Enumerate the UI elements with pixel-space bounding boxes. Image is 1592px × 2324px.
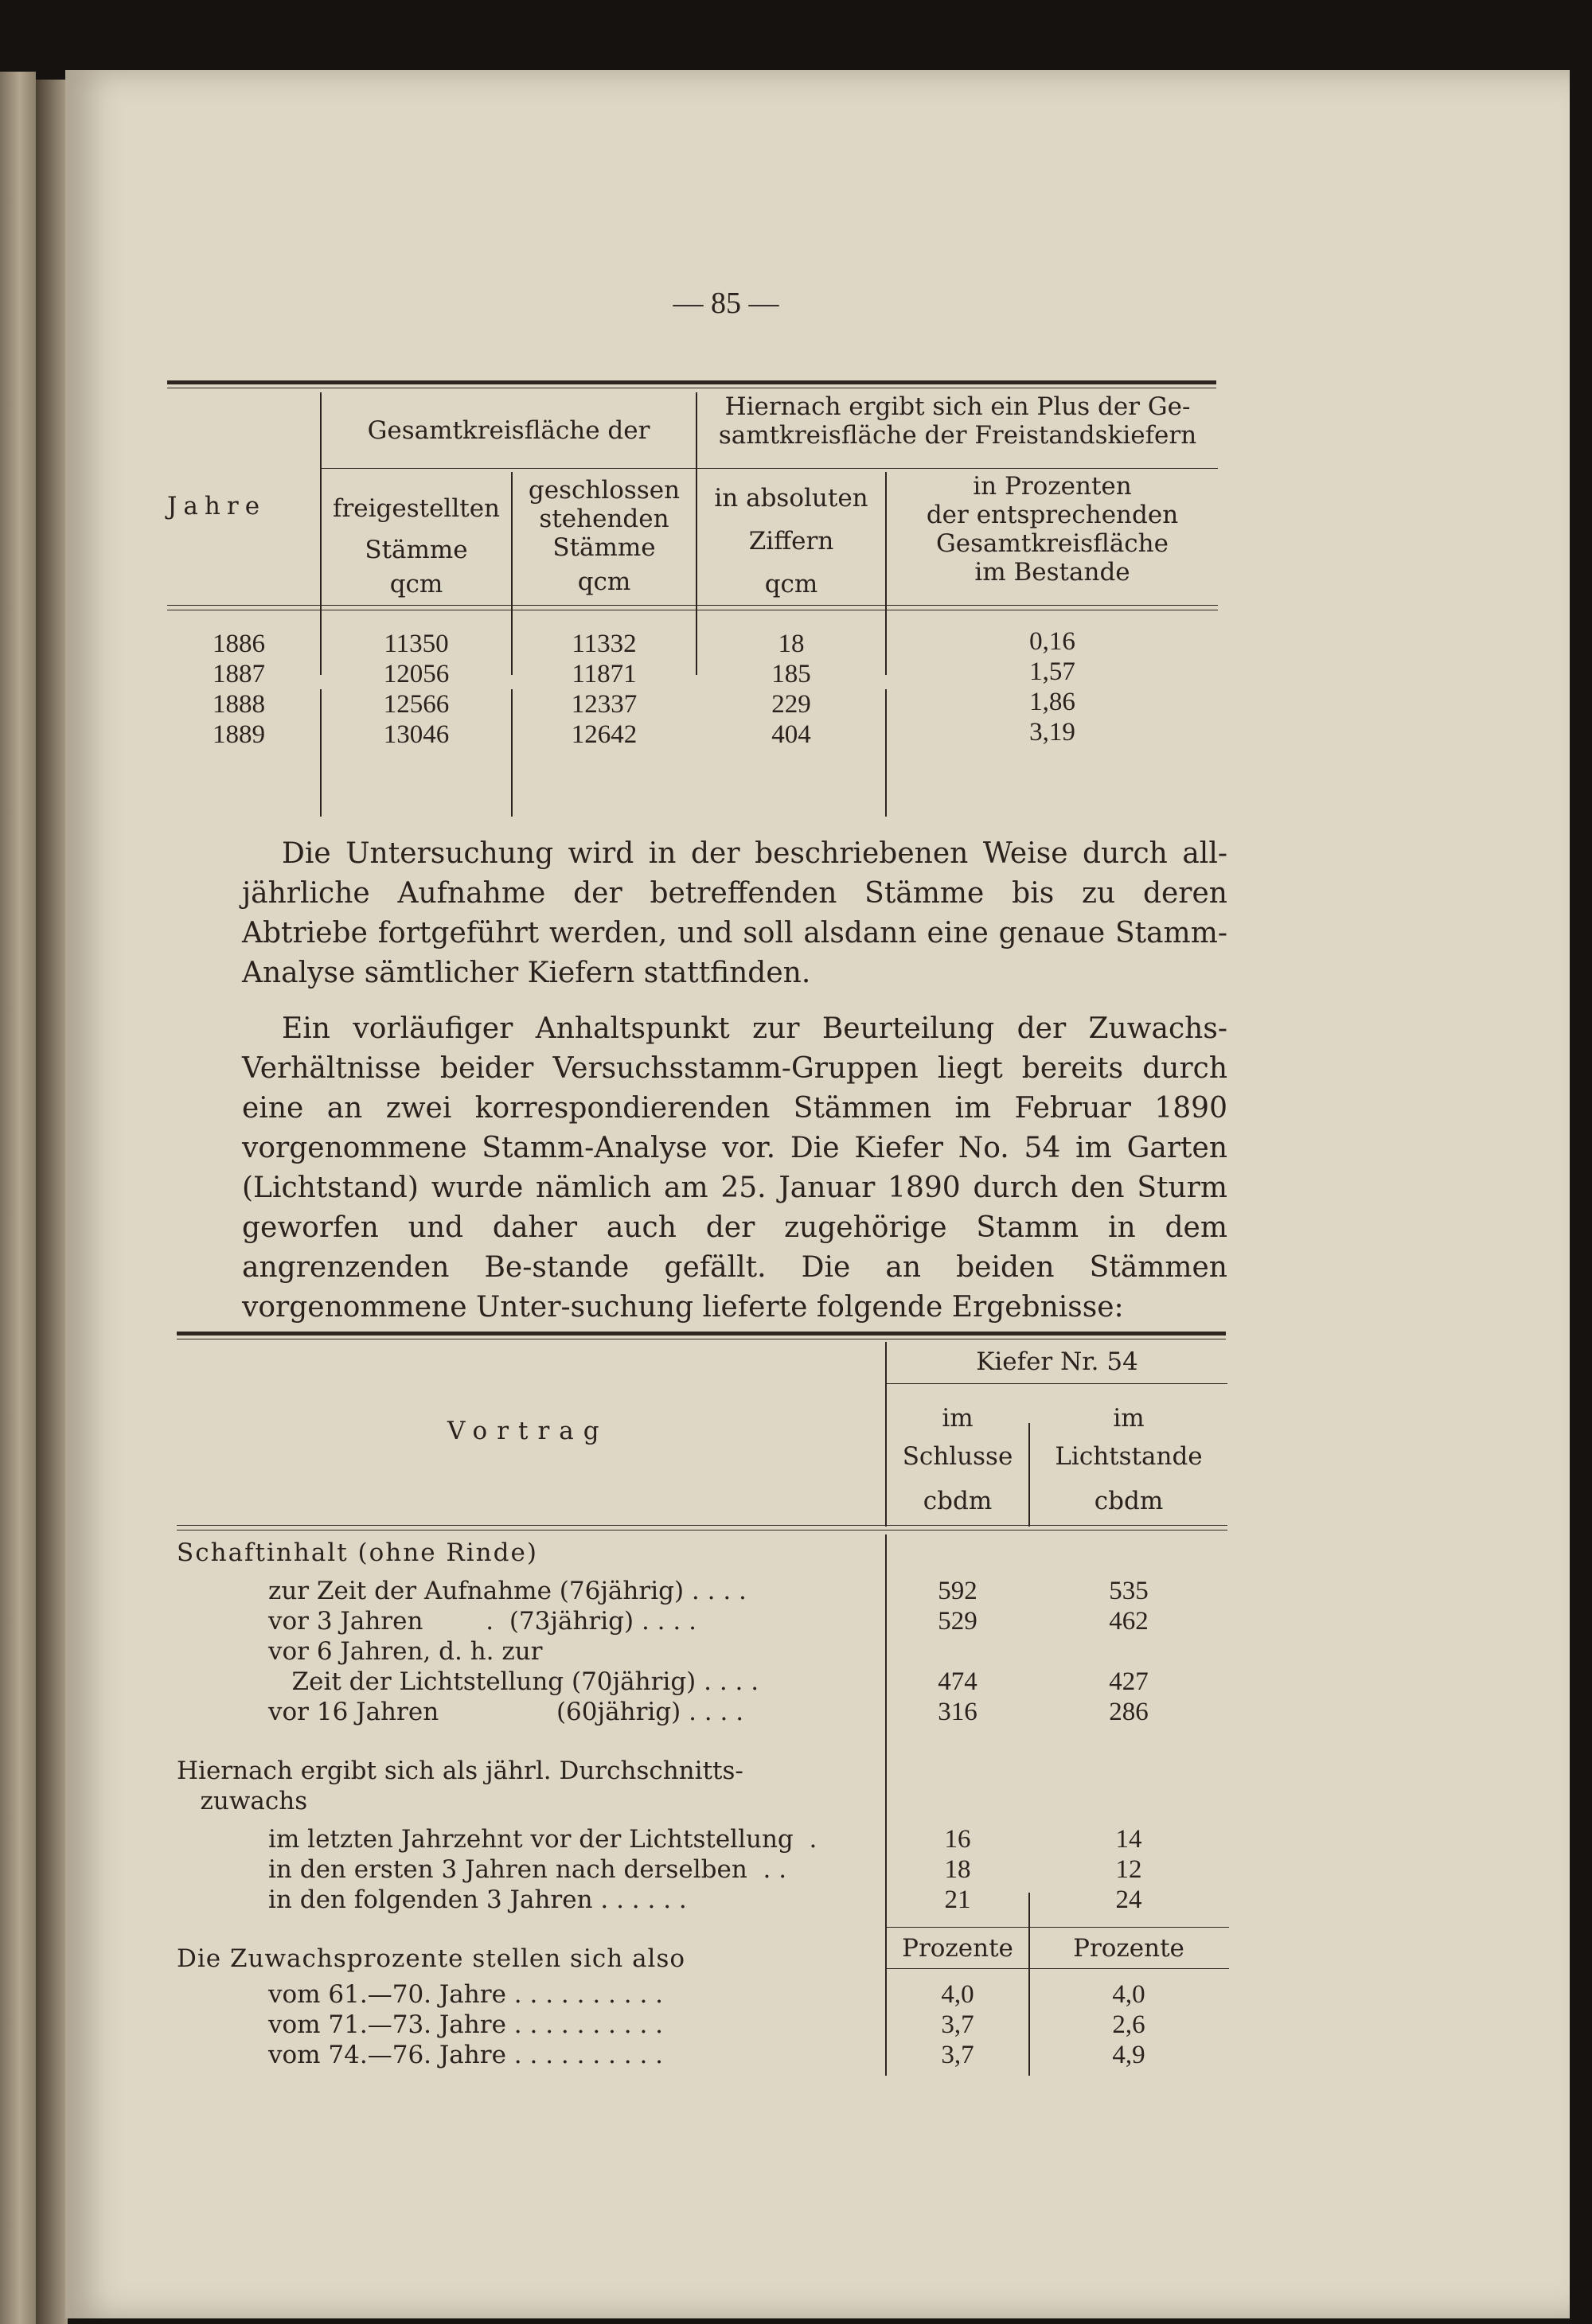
col-header-pct: in Prozenten der entsprechenden Gesamtkreisfläche im Bestande: [926, 472, 1179, 587]
unit-closed: cbdm: [923, 1487, 993, 1515]
section-title-volume: Schaftinhalt (ohne Rinde): [177, 1538, 538, 1567]
book-gutter: [36, 80, 68, 2324]
book-page: — 85 — Jahre Gesamtkreisfläche der Hiernach ergibt sich ein Plus der Ge- samtkreisfläche der Freistandskiefern freigestellten Stämme geschlossen stehenden Stämme in absoluten Ziffern in Prozenten der entsprechenden Gesamtkreisfläche im Bestande qcm qcm qcm 1886 11350 11332 18 0,16 1887 12056 11871 185 1,57 1888 12566 12337 229 1,86 1889 13046 12642 404 3,19 Die Untersuchung wird in der beschriebenen Weise durch all-jährliche Aufnahme der betreffenden Stämme bis zu deren Abtriebe fortgeführt werden, und soll alsdann eine genaue Stamm-Analyse sämtlicher Kiefern stattfinden. Ein vorläufiger Anhaltspunkt zur Beurteilung der Zuwachs-Verhältnisse beider Versuchsstamm-Gruppen liegt bereits durch eine an zwei korrespondierenden Stämmen im Februar 1890 vorgenommene Stamm-Analyse vor. Die Kiefer No. 54 im Garten (Lichtstand) wurde nämlich am 25. Januar 1890 durch den Sturm geworfen und daher auch der zugehörige Stamm in dem angrenzenden Be-stande gefällt. Die an beiden Stämmen vorgenommene Unter-suchung lieferte folgende Ergebnisse: Vortrag Kiefer Nr. 54 im Schlusse im Lichtstande cbdm cbdm Schaftinhalt (ohne Rinde) zur Zeit der Aufnahme (76jährig) . . . . 592 535 vor 3 Jahren . (73jährig) . . . . 529 462 vor 6 Jahren, d. h. zur Zeit der Lichtstellung (70jährig) . . . . 474 427 vor 16 Jahren (60jährig) . . . . 316 286 Hiernach ergibt sich als jährl. Durchschnitts- zuwachs im letzten Jahrzehnt vor der Lichtstellung . 16 14 in den ersten 3 Jahren nach derselben . . 18 12 in den folgenden 3 Jahren . . . . . . 21 24 Die Zuwachsprozente stellen sich also Prozente Prozente vom 61.—70. Jahre . . . . . . . . . . 4,0 4,0 vom 71.—73. Jahre . . . . . . . . . . 3,7 2,6 vom 74.—76. Jahre . . . . . . . . . . 3,7 4,9: [65, 70, 1570, 2318]
page-number: — 85 —: [673, 287, 779, 320]
col-header-freed: freigestellten Stämme: [332, 494, 501, 564]
unit-closed: qcm: [577, 567, 631, 596]
col-header-year: Jahre: [167, 492, 267, 521]
paragraph-1: Die Untersuchung wird in der beschriebenen Weise durch all-jährliche Aufnahme der betreffenden Stämme bis zu deren Abtriebe fortgeführt werden, und soll alsdann eine genaue Stamm-Analyse sämtlicher Kiefern stattfinden.: [242, 837, 1227, 989]
body-text: [242, 834, 1227, 1328]
unit-light: cbdm: [1094, 1487, 1164, 1515]
unit-abs: qcm: [764, 570, 818, 599]
group-header-area: Gesamtkreisfläche der: [367, 416, 650, 445]
col-header-closed: im Schlusse: [902, 1404, 1013, 1471]
col-header-vortrag: Vortrag: [447, 1417, 609, 1445]
section-title-increment: Hiernach ergibt sich als jährl. Durchschnitts- zuwachs: [177, 1757, 743, 1815]
pct-label-closed: Prozente: [902, 1934, 1013, 1963]
previous-page-edge: [0, 72, 36, 2324]
col-header-light: im Lichtstande: [1055, 1404, 1203, 1471]
unit-freed: qcm: [389, 570, 443, 599]
paragraph-2: Ein vorläufiger Anhaltspunkt zur Beurteilung der Zuwachs-Verhältnisse beider Versuchsstamm-Gruppen liegt bereits durch eine an zwei korrespondierenden Stämmen im Februar 1890 vorgenommene Stamm-Analyse vor. Die Kiefer No. 54 im Garten (Lichtstand) wurde nämlich am 25. Januar 1890 durch den Sturm geworfen und daher auch der zugehörige Stamm in dem angrenzenden Be-stande gefällt. Die an beiden Stämmen vorgenommene Unter-suchung lieferte folgende Ergebnisse:: [242, 1012, 1227, 1324]
col-header-tree: Kiefer Nr. 54: [976, 1347, 1138, 1376]
section-title-percent: Die Zuwachsprozente stellen sich also: [177, 1944, 686, 1973]
col-header-abs: in absoluten Ziffern: [714, 484, 868, 556]
group-header-plus: Hiernach ergibt sich ein Plus der Ge- samtkreisfläche der Freistandskiefern: [718, 392, 1197, 450]
pct-label-light: Prozente: [1073, 1934, 1184, 1963]
col-header-closed: geschlossen stehenden Stämme: [528, 476, 681, 562]
